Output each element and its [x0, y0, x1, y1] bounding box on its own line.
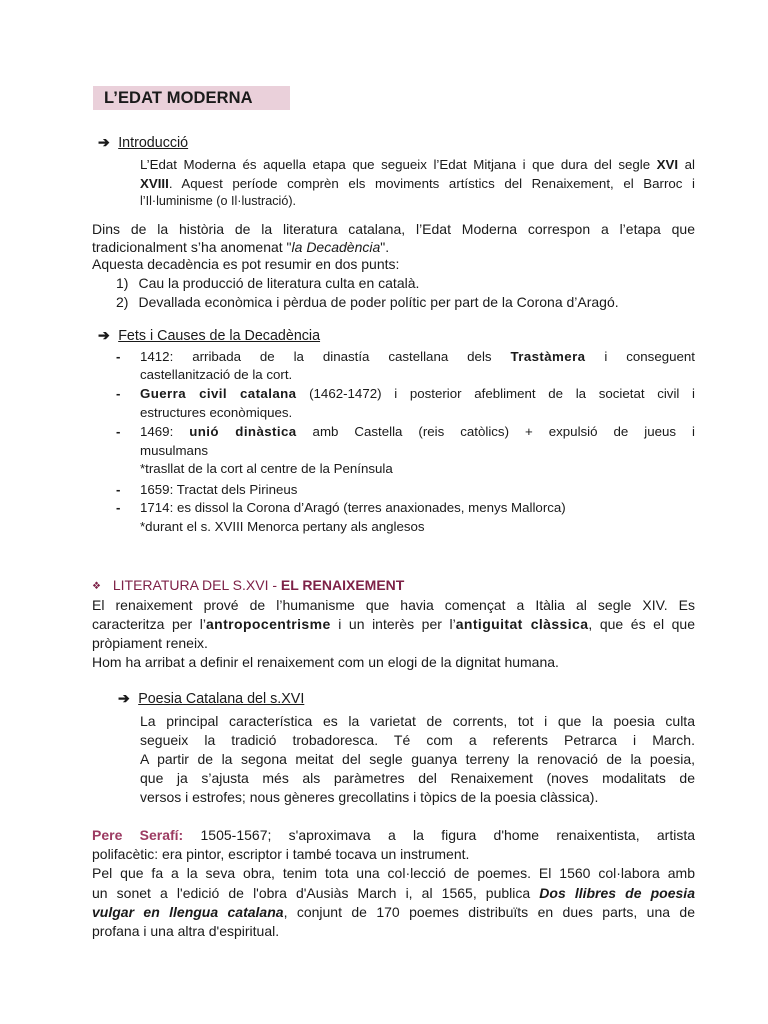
section-fets-heading [98, 327, 320, 345]
section-heading-label: Introducció [118, 135, 189, 151]
section-heading-label: Fets i Causes de la Decadència [118, 328, 321, 344]
intro-line-3: l’Il·luminisme (o Il·lustració). [140, 194, 297, 208]
section-poesia-heading [118, 690, 304, 708]
bullet-dash: - [116, 386, 121, 401]
diamond-icon: ❖ [92, 581, 101, 592]
list-item-2: 2) Devallada econòmica i pèrdua de poder polític per part de la Corona d’Aragó. [116, 294, 619, 310]
fets-item-1-line-1: 1412: arribada de la dinastía castellana dels Trastàmera i conseguent [140, 349, 695, 364]
fets-item-3-line-1: 1469: unió dinàstica amb Castella (reis catòlics) + expulsió de jueus i [140, 424, 696, 439]
fets-item-1-line-2: castellanització de la cort. [140, 367, 293, 382]
fets-item-3-line-2: musulmans [140, 443, 208, 458]
poesia-line-1: La principal característica es la varietat de corrents, tot i que la poesia culta [140, 713, 695, 729]
fets-item-2-line-1: Guerra civil catalana (1462-1472) i posterior afebliment de la societat civil i [140, 386, 695, 401]
intro-line-2: XVIII. Aquest període comprèn els moviments artístics del Renaixement, el Barroc i [140, 176, 695, 191]
decadencia-line-3: Aquesta decadència es pot resumir en dos punts: [92, 256, 400, 272]
serafi-line-6: profana i una altra d'espiritual. [92, 923, 280, 939]
intro-line-1: L’Edat Moderna és aquella etapa que segueix l’Edat Mitjana i que dura del segle XVI al [140, 157, 695, 172]
serafi-line-2: polifacètic: era pintor, escriptor i també tocava un instrument. [92, 846, 470, 862]
decadencia-line-1: Dins de la història de la literatura catalana, l’Edat Moderna correspon a l’etapa que [92, 221, 695, 237]
serafi-line-1: Pere Serafí: 1505-1567; s'aproximava a la figura d'home renaixentista, artista [92, 827, 696, 843]
serafi-line-4: un sonet a l'edició de l'obra d'Ausiàs March i, al 1565, publica Dos llibres de poesia [92, 885, 695, 901]
poesia-line-5: versos i estrofes; nous gèneres grecollatins i tòpics de la poesia clàssica). [140, 789, 599, 805]
bullet-dash: - [116, 424, 121, 439]
arrow-right-icon: ➔ [98, 327, 110, 343]
fets-item-5-note: *durant el s. XVIII Menorca pertany als anglesos [140, 519, 425, 534]
section-renaixement-heading: ❖ LITERATURA DEL S.XVI - EL RENAIXEMENT [92, 577, 405, 593]
bullet-dash: - [116, 482, 121, 497]
bullet-dash: - [116, 349, 121, 364]
fets-item-4: 1659: Tractat dels Pirineus [140, 482, 298, 497]
author-name: Pere Serafí: [92, 827, 184, 843]
list-item-1: 1) Cau la producció de literatura culta en català. [116, 275, 420, 291]
section-heading-label: Poesia Catalana del s.XVI [138, 691, 305, 707]
bullet-dash: - [116, 500, 121, 515]
page-title: L’EDAT MODERNA [104, 89, 253, 107]
renaixement-line-4: Hom ha arribat a definir el renaixement com un elogi de la dignitat humana. [92, 654, 559, 670]
poesia-line-4: que ja s’ajusta més als paràmetres del Renaixement (noves modalitats de [140, 770, 695, 786]
fets-item-2-line-2: estructures econòmiques. [140, 405, 293, 420]
poesia-line-3: A partir de la segona meitat del segle guanya terreny la renovació de la poesia, [140, 751, 695, 767]
arrow-right-icon: ➔ [98, 134, 110, 150]
renaixement-line-1: El renaixement prové de l’humanisme que havia començat a Itàlia al segle XIV. Es [92, 597, 695, 613]
fets-item-5: 1714: es dissol la Corona d’Aragó (terres anaxionades, menys Mallorca) [140, 500, 566, 515]
fets-item-3-note: *trasllat de la cort al centre de la Península [140, 461, 393, 476]
serafi-line-3: Pel que fa a la seva obra, tenim tota una col·lecció de poemes. El 1560 col·labora amb [92, 865, 695, 881]
poesia-line-2: segueix la tradició trobadoresca. Té com a referents Petrarca i March. [140, 732, 695, 748]
renaixement-line-3: pròpiament reneix. [92, 635, 208, 651]
decadencia-line-2: tradicionalment s’ha anomenat "la Decadència". [92, 239, 390, 255]
renaixement-line-2: caracteritza per l’antropocentrisme i un interès per l’antiguitat clàssica, que és el que [92, 616, 696, 632]
section-introduccio-heading [98, 134, 188, 152]
serafi-line-5: vulgar en llengua catalana, conjunt de 170 poemes distribuïts en dues parts, una de [92, 904, 696, 920]
arrow-right-icon: ➔ [118, 690, 130, 706]
